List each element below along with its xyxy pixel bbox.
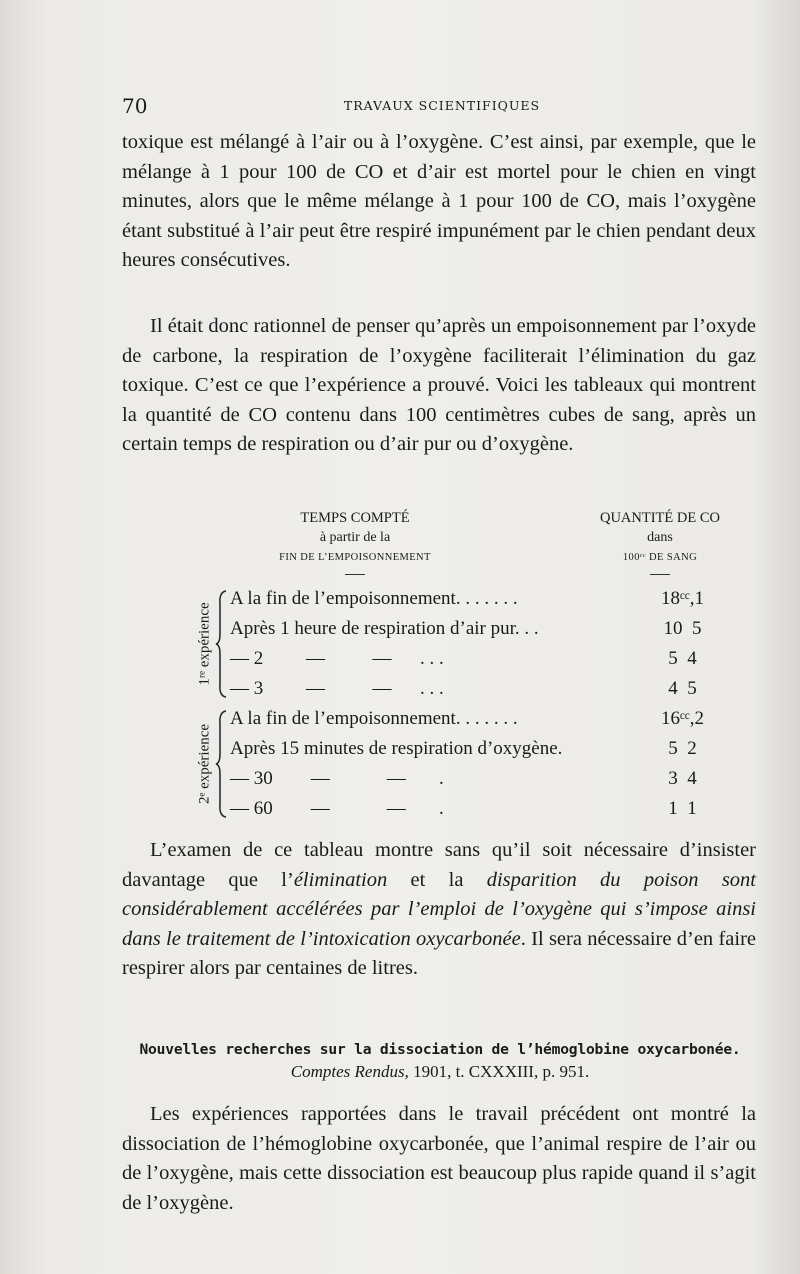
- row-value: 16ᶜᶜ,2: [661, 708, 704, 729]
- table-header-line: FIN DE L’EMPOISONNEMENT: [279, 552, 431, 563]
- paragraph-text: Les expériences rapportées dans le travail précédent ont montré la dissociation de l’hémoglobine oxycarbonée, que l’animal respire de l’air ou de l’oxygène, mais cette dissociation est beaucoup plus rapide quand il s’agit de l’oxygène.: [122, 1103, 756, 1214]
- text-run: L’examen de ce tableau montre sans qu’il soit nécessaire d’insister davantage que l’: [122, 839, 756, 891]
- row-label: Après 1 heure de respiration d’air pur. . .: [230, 618, 539, 639]
- section-title: Nouvelles recherches sur la dissociation de l’hémoglobine oxycarbonée.: [139, 1041, 741, 1058]
- text-run: . Il sera nécessaire d’en faire respirer alors par centaines de litres.: [122, 927, 757, 980]
- paragraph-intro: [122, 128, 756, 276]
- row-value: 5 2: [668, 738, 697, 759]
- brace-icon: [215, 710, 227, 818]
- table-row: [230, 644, 740, 674]
- paragraph-conclusion: [122, 836, 756, 984]
- row-label: A la fin de l’empoisonnement. . . . . . .: [230, 708, 518, 729]
- row-value: 5 4: [668, 648, 697, 669]
- table-header-line: QUANTITÉ DE CO: [599, 510, 720, 526]
- running-head: TRAVAUX SCIENTIFIQUES: [343, 98, 541, 113]
- table-row: [230, 674, 740, 704]
- row-value: 18ᶜᶜ,1: [661, 588, 704, 609]
- paragraph-text: Il était donc rationnel de penser qu’après un empoisonnement par l’oxyde de carbone, la respiration de l’oxygène faciliterait l’élimination du gaz toxique. C’est ce que l’expérience a prouvé. Voici les tableaux qui montrent la quantité de CO contenu dans 100 centimètres cubes de sang, après un certain temps de respiration ou d’air pur ou d’oxygène.: [122, 315, 756, 456]
- page-number: 70: [122, 94, 148, 118]
- row-label: — 3 — — . . .: [230, 678, 444, 699]
- table-row: [230, 764, 740, 794]
- italic-run: élimination: [293, 868, 388, 891]
- row-value: 10 5: [663, 618, 702, 639]
- row-label: — 30 — — .: [230, 768, 444, 789]
- table-header-line: à partir de la: [319, 530, 391, 545]
- paragraph-section-body: [122, 1100, 756, 1218]
- row-value: 4 5: [668, 678, 697, 699]
- paragraph-method: [122, 312, 756, 460]
- paragraph-text: toxique est mélangé à l’air ou à l’oxygène. C’est ainsi, par exemple, que le mélange à 1 pour 100 de CO et d’air est mortel pour le chien en vingt minutes, alors que le même mélange à 1 pour 100 de CO, mais l’oxygène étant substitué à l’air peut être respiré impunément par le chien pendant deux heures consécutives.: [122, 131, 756, 272]
- text-run: et la: [387, 868, 487, 891]
- table-row: [230, 704, 740, 734]
- table-row: [230, 734, 740, 764]
- table-row: [230, 584, 740, 614]
- table-header-line: TEMPS COMPTÉ: [300, 510, 410, 526]
- row-label: — 60 — — .: [230, 798, 444, 819]
- row-label: Après 15 minutes de respiration d’oxygène.: [230, 738, 563, 759]
- table-header-quantity: [590, 508, 730, 568]
- section-reference: [122, 1062, 758, 1082]
- table-header-line: 100ᶜᶜ DE SANG: [622, 552, 698, 563]
- table-header-time: [250, 508, 460, 568]
- group-label-text: 1ʳᵉ expérience: [196, 602, 213, 686]
- row-label: A la fin de l’empoisonnement. . . . . . .: [230, 588, 518, 609]
- brace-icon: [215, 590, 227, 698]
- table-header-line: dans: [647, 530, 673, 545]
- table-row: [230, 794, 740, 824]
- reference-details: 1901, t. CXXXIII, p. 951.: [408, 1062, 590, 1081]
- header-dash: [345, 574, 365, 575]
- group-label-text: 2ᵉ expérience: [196, 723, 213, 805]
- row-value: 1 1: [668, 798, 697, 819]
- page-header: [122, 94, 762, 120]
- row-label: — 2 — — . . .: [230, 648, 444, 669]
- row-value: 3 4: [668, 768, 697, 789]
- reference-journal: Comptes Rendus,: [290, 1062, 409, 1081]
- table-row: [230, 614, 740, 644]
- header-dash: [650, 574, 670, 575]
- italic-run: disparition du poison sont considérablement accélérées par l’emploi de l’oxygène qui s’impose ainsi dans le traitement de l’intoxication oxycarbonée: [122, 868, 756, 950]
- paragraph-text: [122, 836, 756, 984]
